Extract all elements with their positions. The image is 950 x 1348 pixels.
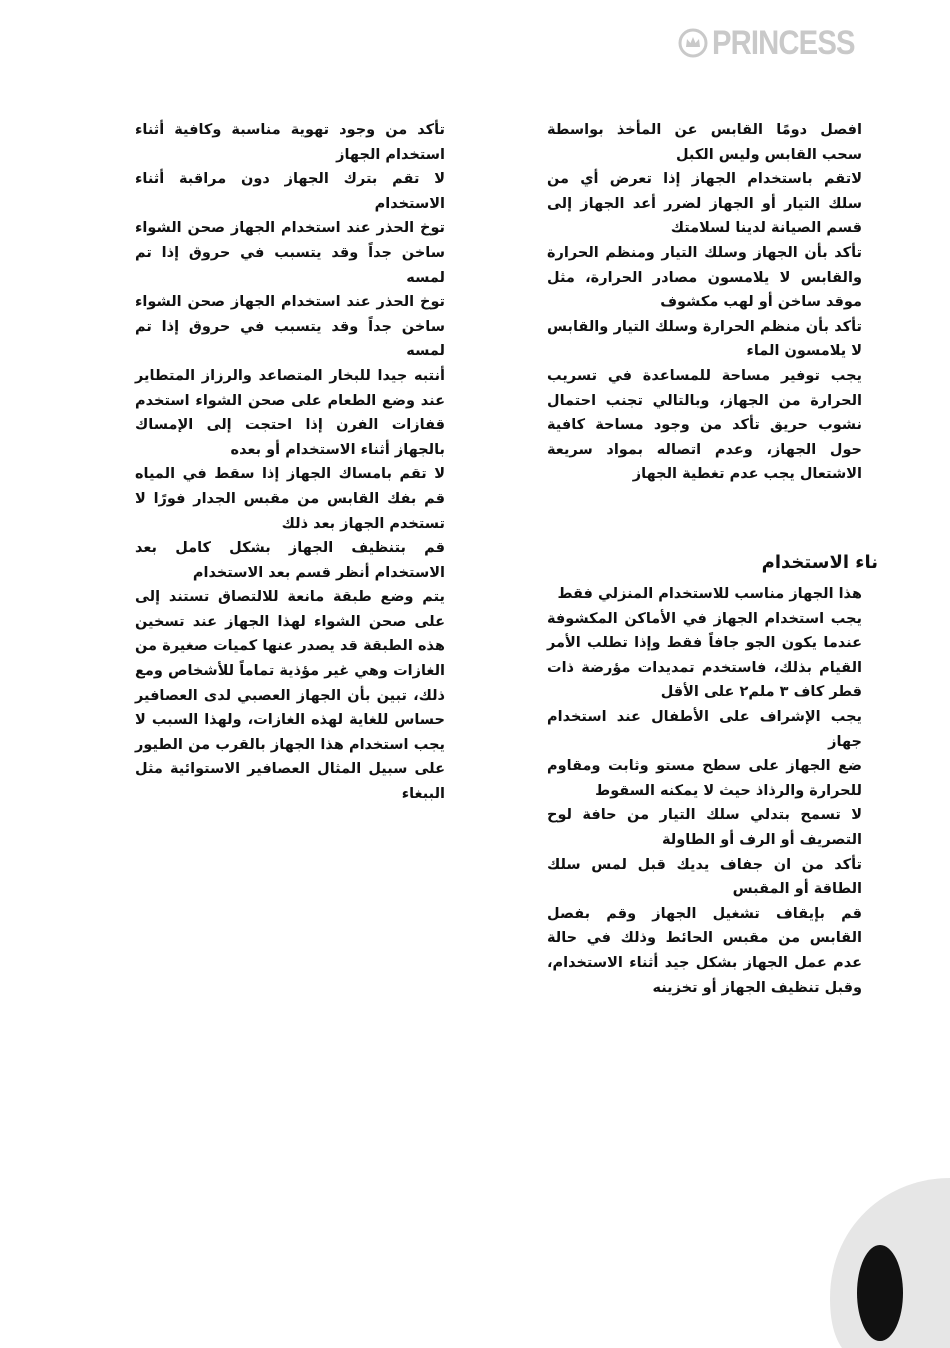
safety-paragraph: لا تقم بامساك الجهاز إذا سقط في المياه قم بفك القابس من مقبس الجدار فورًا لا تستخدم الجهاز بعد ذلك	[135, 466, 445, 532]
safety-paragraph: يتم وضع طبقة مانعة للالتصاق تستند إلى على صحن الشواء لهذا الجهاز عند تسخين هذه الطبقة قد يصدر عنها كميات صغيرة من الغازات وهي غير مؤذية تماماً للأشخاص ومع ذلك، تبين بأن الجهاز العصبي لدى العصافير حساس للغاية لهذه الغازات، ولهذا السبب لا يجب استخدام هذا الجهاز بالقرب من الطيور على سبيل المثال العصافير الاستوائية مثل الببغاء	[135, 589, 445, 803]
safety-paragraph: تأكد بأن الجهاز وسلك التيار ومنظم الحرارة والقابس لا يلامسون مصادر الحرارة، مثل موقد ساخن أو لهب مكشوف	[547, 244, 862, 311]
safety-paragraph: لا تقم بترك الجهاز دون مراقبة أثناء الاستخدام	[135, 171, 445, 212]
safety-paragraph: قم بتنظيف الجهاز بشكل كامل بعد الاستخدام أنظر قسم بعد الاستخدام	[135, 540, 445, 581]
brand-logo	[678, 20, 878, 66]
page-corner-tab	[790, 1178, 950, 1348]
usage-paragraph: يجب استخدام الجهاز في الأماكن المكشوفة عندما يكون الجو جافاً فقط وإذا تطلب الأمر القيام بذلك، فاستخدم تمديدات مؤرضة ذات قطر كاف ٣ ملم٢ على الأقل	[547, 610, 862, 701]
left-column-safety-list	[135, 118, 445, 807]
safety-paragraph: افصل دومًا القابس عن المأخذ بواسطة سحب القابس وليس الكبل	[547, 122, 862, 163]
safety-paragraph: توخ الحذر عند استخدام الجهاز صحن الشواء ساخن جداً وقد يتسبب في حروق إذا تم لمسه	[135, 294, 445, 360]
page-marker-shape	[857, 1245, 903, 1341]
safety-paragraph: تأكد بأن منظم الحرارة وسلك التيار والقابس لا يلامسون الماء	[547, 318, 862, 360]
usage-paragraph: يجب الإشراف على الأطفال عند استخدام جهاز	[547, 708, 862, 750]
usage-paragraph: قم بإيقاف تشغيل الجهاز وقم بفصل القابس من مقبس الحائط وذلك في حالة عدم عمل الجهاز بشكل جيد أثناء الاستخدام، وقبل تنظيف الجهاز أو تخزينه	[547, 905, 862, 996]
usage-paragraph: لا تسمح بتدلي سلك التيار من حافة لوح التصريف أو الرف أو الطاولة	[547, 807, 862, 848]
usage-section-list	[547, 582, 862, 1000]
right-column-safety-list	[547, 118, 862, 487]
safety-paragraph: أنتبه جيدا للبخار المتصاعد والرزاز المتطاير عند وضع الطعام على صحن الشواء استخدم قفازات الفرن إذا احتجت إلى الإمساك بالجهاز أثناء الاستخدام أو بعده	[135, 367, 445, 458]
usage-section-heading: ناء الاستخدام	[761, 552, 878, 573]
safety-paragraph: يجب توفير مساحة للمساعدة في تسريب الحرارة من الجهاز، وبالتالي تجنب احتمال نشوب حريق تأكد من وجود مساحة كافية حول الجهاز، وعدم اتصاله بمواد سريعة الاشتعال يجب عدم تغطية الجهاز	[547, 367, 862, 483]
safety-paragraph: تأكد من وجود تهوية مناسبة وكافية أثناء استخدام الجهاز	[135, 122, 445, 163]
safety-paragraph: توخ الحذر عند استخدام الجهاز صحن الشواء ساخن جداً وقد يتسبب في حروق إذا تم لمسه	[135, 220, 445, 286]
usage-paragraph: ضع الجهاز على سطح مستو وثابت ومقاوم للحرارة والرذاذ حيث لا يمكنه السقوط	[547, 758, 862, 799]
safety-paragraph: لاتقم باستخدام الجهاز إذا تعرض أي من سلك التيار أو الجهاز لضرر أعد الجهاز إلى قسم الصيانة لدينا لسلامتك	[547, 171, 862, 237]
princess-crown-icon	[678, 28, 708, 58]
usage-paragraph: هذا الجهاز مناسب للاستخدام المنزلي فقط	[557, 586, 862, 602]
usage-paragraph: تأكد من ان جفاف يديك قبل لمس سلك الطاقة أو المقبس	[547, 856, 862, 898]
brand-name: PRINCESS	[712, 23, 855, 62]
